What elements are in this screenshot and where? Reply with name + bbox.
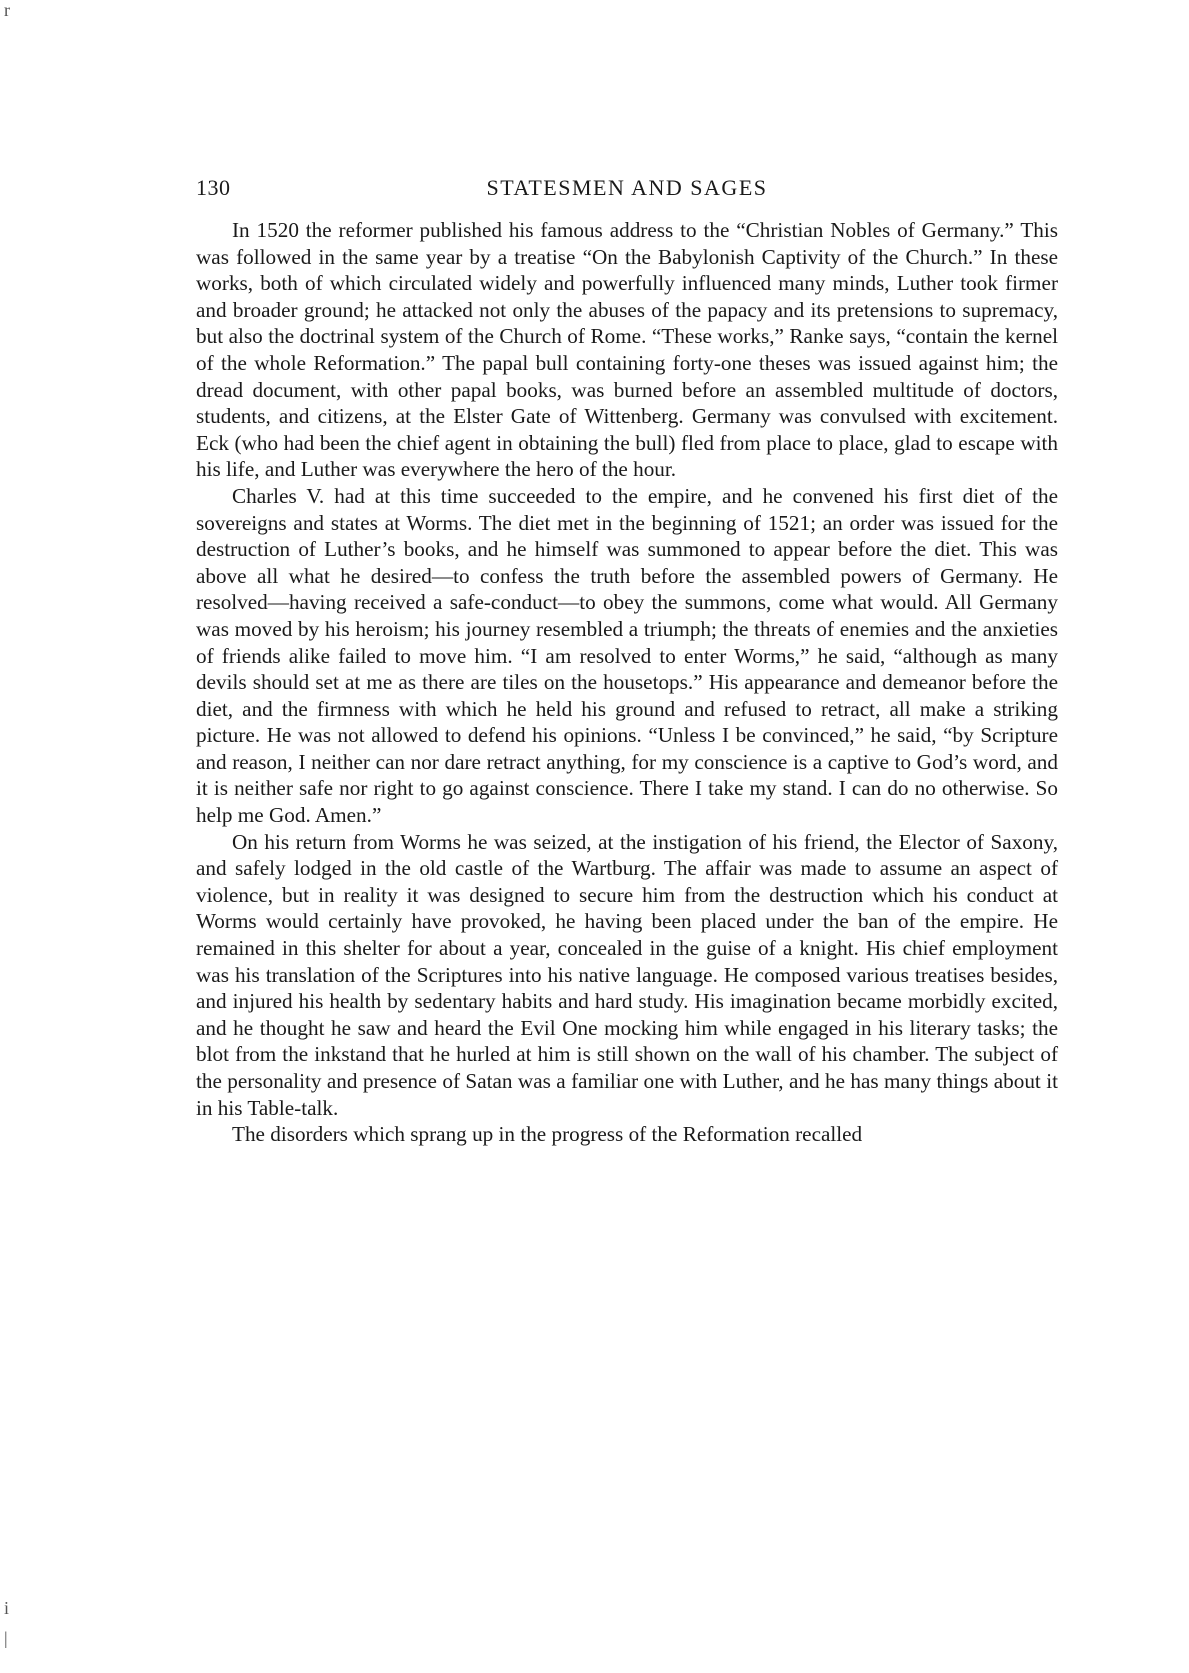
paragraph: On his return from Worms he was seized, at the instigation of his friend, the Elector of Saxony, and safely lodged in the old castle of the Wartburg. The affair was made to assume an aspect of violence, but in reality it was designed to secure him from the destruction which his conduct at Worms would certainly have provoked, he having been placed under the ban of the empire. He remained in this shelter for about a year, concealed in the guise of a knight. His chief employment was his translation of the Scriptures into his native language. He composed various treatises besides, and injured his health by sedentary habits and hard study. His imagination became morbidly excited, and he thought he saw and heard the Evil One mocking him while engaged in his literary tasks; the blot from the inkstand that he hurled at him is still shown on the wall of his chamber. The subject of the personality and presence of Satan was a familiar one with Luther, and he has many things about it in his Table-talk. — [196, 829, 1058, 1120]
scan-edge-mark: r — [4, 0, 10, 20]
paragraph: Charles V. had at this time succeeded to the empire, and he convened his first diet of the sovereigns and states at Worms. The diet met in the beginning of 1521; an order was issued for the destruction of Luther’s books, and he himself was summoned to appear before the diet. This was above all what he desired—to confess the truth before the assembled powers of Germany. He resolved—having received a safe-conduct—to obey the summons, come what would. All Germany was moved by his heroism; his journey resembled a triumph; the threats of enemies and the anxieties of friends alike failed to move him. “I am resolved to enter Worms,” he said, “although as many devils should set at me as there are tiles on the housetops.” His appearance and demeanor before the diet, and the firmness with which he held his ground and refused to retract, all make a striking picture. He was not allowed to defend his opinions. “Unless I be convinced,” he said, “by Scripture and reason, I neither can nor dare retract anything, for my conscience is a captive to God’s word, and it is neither safe nor right to go against conscience. There I take my stand. I can do no otherwise. So help me God. Amen.” — [196, 483, 1058, 828]
running-title: STATESMEN AND SAGES — [486, 175, 768, 200]
scan-edge-mark: | — [4, 1628, 8, 1648]
paragraph: In 1520 the reformer published his famous address to the “Christian Nobles of Germany.” This was followed in the same year by a treatise “On the Babylonish Captivity of the Church.” In these works, both of which circulated widely and powerfully influenced many minds, Luther took firmer and broader ground; he attacked not only the abuses of the papacy and its pretensions to supremacy, but also the doctrinal system of the Church of Rome. “These works,” Ranke says, “contain the kernel of the whole Reformation.” The papal bull containing forty-one theses was issued against him; the dread document, with other papal books, was burned before an assembled multitude of doctors, students, and citizens, at the Elster Gate of Wittenberg. Germany was convulsed with excitement. Eck (who had been the chief agent in obtaining the bull) fled from place to place, glad to escape with his life, and Luther was everywhere the hero of the hour. — [196, 218, 1058, 482]
page-number: 130 — [196, 175, 231, 200]
page-header — [196, 175, 1058, 205]
scan-edge-mark: i — [4, 1598, 10, 1618]
body-text — [196, 217, 1058, 1148]
paragraph: The disorders which sprang up in the progress of the Reformation recalled — [232, 1122, 863, 1147]
